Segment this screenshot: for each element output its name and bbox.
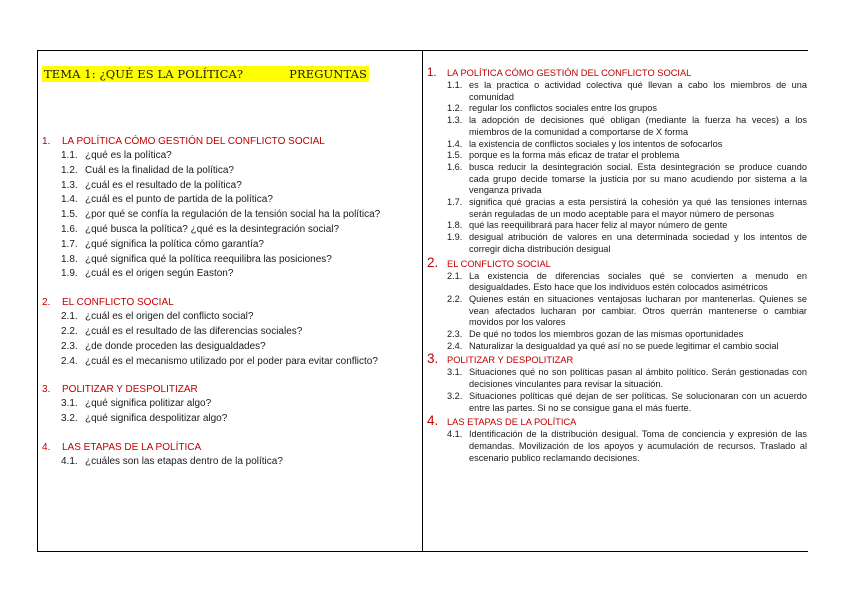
answer-section-3 bbox=[427, 352, 807, 414]
list-item: 1.6. ¿qué busca la política? ¿qué es la desintegración social? bbox=[61, 223, 340, 235]
subtitle-text: PREGUNTAS bbox=[289, 67, 367, 81]
section-heading: 4. LAS ETAPAS DE LA POLÍTICA bbox=[427, 413, 577, 429]
list-item: 2.1. ¿cuál es el origen del conflicto social? bbox=[61, 311, 254, 323]
list-item: 1.9. ¿cuál es el origen según Easton? bbox=[61, 268, 234, 280]
section-heading: 3. POLITIZAR Y DESPOLITIZAR bbox=[42, 384, 198, 396]
list-item: 1.4. ¿cuál es el punto de partida de la política? bbox=[61, 194, 273, 206]
table-column-divider bbox=[422, 50, 423, 551]
section-heading: 2. EL CONFLICTO SOCIAL bbox=[427, 254, 551, 270]
list-item: 2.2. Quienes están en situaciones ventajosas lucharan por mantenerlas. Quienes se vean afectados lucharan por cambiar. Otros querrán mantenerse o cambiar movidos por los valores bbox=[447, 293, 807, 328]
answer-section-1 bbox=[427, 67, 807, 256]
list-item: 2.4. Naturalizar la desigualdad ya qué así no se puede legitimar el cambio social bbox=[447, 340, 779, 351]
list-item: 1.1. es la practica o actividad colectiva qué llevan a cabo los miembros de una comunidad bbox=[447, 80, 807, 102]
section-heading: 4. LAS ETAPAS DE LA POLÍTICA bbox=[42, 441, 202, 453]
list-item: 4.1. ¿cuáles son las etapas dentro de la política? bbox=[61, 455, 283, 467]
list-item: 1.2. Cuál es la finalidad de la política? bbox=[61, 164, 234, 176]
list-item: 1.5. ¿por qué se confía la regulación de la tensión social ha la política? bbox=[61, 209, 381, 221]
list-item: 2.4. ¿cuál es el mecanismo utilizado por el poder para evitar conflicto? bbox=[61, 355, 378, 367]
table-left-border bbox=[37, 50, 38, 551]
page-title bbox=[42, 66, 369, 82]
list-item: 1.9. desigual atribución de valores en una determinada sociedad y los intentos de corregir dicha distribución desigual bbox=[447, 232, 807, 254]
list-item: 1.5. porque es la forma más eficaz de tratar el problema bbox=[447, 150, 680, 161]
list-item: 3.2. Situaciones políticas qué dejan de ser políticas. Se solucionaran con un acuerdo entre las partes. Si no se consigue gana el más fuerte. bbox=[447, 390, 807, 413]
question-section-3 bbox=[42, 383, 414, 427]
list-item: 1.6. busca reducir la desintegración social. Esta desintegración se produce cuando cada grupo decide tomarse la justicia por su mano acudiendo por sistema a la venganza privada bbox=[447, 161, 807, 196]
section-heading: 2. EL CONFLICTO SOCIAL bbox=[42, 297, 174, 309]
answers-column bbox=[427, 67, 807, 464]
list-item: 1.3. ¿cuál es el resultado de la política? bbox=[61, 179, 242, 191]
questions-column bbox=[42, 66, 414, 470]
section-heading: 1. LA POLÍTICA CÓMO GESTIÓN DEL CONFLICTO SOCIAL bbox=[42, 136, 325, 147]
list-item: 2.1. La existencia de diferencias sociales qué se convierten a menudo en desigualdades. Esto hace que los individuos estén colocados asimétricos bbox=[447, 270, 807, 293]
section-heading: 3. POLITIZAR Y DESPOLITIZAR bbox=[427, 351, 574, 367]
list-item: 3.1. ¿qué significa politizar algo? bbox=[61, 398, 212, 410]
title-text: TEMA 1: ¿QUÉ ES LA POLÍTICA? bbox=[44, 67, 244, 81]
list-item: 2.3. ¿de donde proceden las desigualdades? bbox=[61, 340, 266, 352]
list-item: 4.1. Identificación de la distribución desigual. Toma de conciencia y expresión de las demandas. Movilización de los apoyos y acumulación de recursos. Traslado al escenario publico reclamando decisiones. bbox=[447, 429, 807, 463]
section-heading: 1. LA POLÍTICA CÓMO GESTIÓN DEL CONFLICTO SOCIAL bbox=[427, 67, 692, 79]
list-item: 1.7. ¿qué significa la política cómo garantía? bbox=[61, 238, 264, 250]
answer-section-4 bbox=[427, 414, 807, 464]
list-item: 1.7. significa qué gracias a esta persistirá la cohesión ya qué las tensiones internas serán reguladas de un modo aceptable para el mayor número de personas bbox=[447, 197, 807, 219]
question-section-2 bbox=[42, 296, 414, 369]
list-item: 1.1. ¿qué es la política? bbox=[61, 150, 172, 161]
list-item: 1.4. la existencia de conflictos sociales y los intentos de sofocarlos bbox=[447, 138, 723, 149]
list-item: 1.8. ¿qué significa qué la política reequilibra las posiciones? bbox=[61, 253, 332, 265]
question-section-1 bbox=[42, 135, 414, 282]
list-item: 2.3. De qué no todos los miembros gozan de las mismas oportunidades bbox=[447, 329, 744, 340]
answer-section-2 bbox=[427, 256, 807, 353]
question-section-4 bbox=[42, 441, 414, 470]
title-row bbox=[42, 66, 414, 82]
list-item: 1.8. qué las reequilibrará para hacer feliz al mayor número de gente bbox=[447, 220, 728, 231]
list-item: 1.3. la adopción de decisiones qué obligan (mediante la fuerza ha veces) a los miembros de la comunidad a comportarse de X forma bbox=[447, 115, 807, 137]
list-item: 1.2. regular los conflictos sociales entre los grupos bbox=[447, 103, 657, 114]
list-item: 2.2. ¿cuál es el resultado de las diferencias sociales? bbox=[61, 325, 303, 337]
list-item: 3.1. Situaciones qué no son políticas pasan al ámbito político. Serán gestionadas con decisiones vinculantes para revisar la situación. bbox=[447, 367, 807, 390]
list-item: 3.2. ¿qué significa despolitizar algo? bbox=[61, 413, 228, 425]
